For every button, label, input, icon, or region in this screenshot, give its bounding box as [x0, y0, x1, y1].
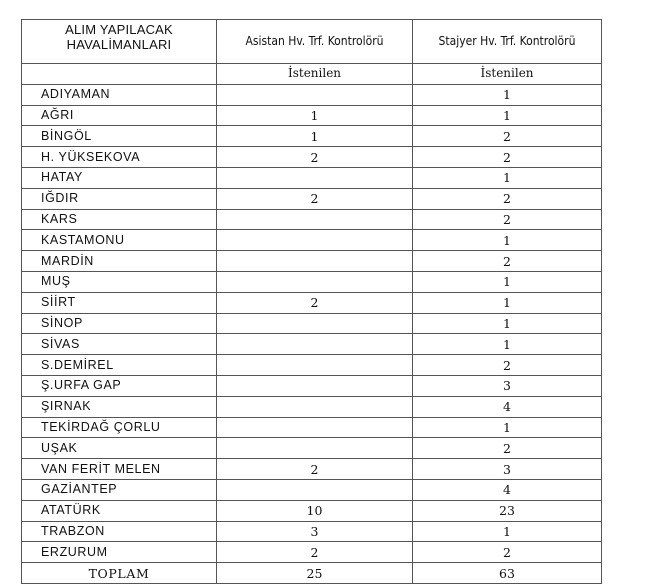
- assistant-count: 3: [217, 521, 413, 542]
- airport-name: SİİRT: [22, 292, 217, 313]
- table-row: [22, 167, 602, 188]
- table-header-row: [22, 20, 602, 64]
- trainee-count: 2: [413, 438, 602, 459]
- table-row: [22, 459, 602, 480]
- airport-name: TRABZON: [22, 521, 217, 542]
- assistant-count: 2: [217, 459, 413, 480]
- total-assistant: 25: [217, 563, 413, 584]
- assistant-count: [217, 479, 413, 500]
- assistant-count: 2: [217, 292, 413, 313]
- airport-name: UŞAK: [22, 438, 217, 459]
- header-airports: [22, 20, 217, 64]
- assistant-count: 1: [217, 126, 413, 147]
- table-row: [22, 438, 602, 459]
- table-row: [22, 355, 602, 376]
- assistant-count: [217, 167, 413, 188]
- assistant-count: [217, 375, 413, 396]
- trainee-count: 3: [413, 459, 602, 480]
- airport-name: S.DEMİREL: [22, 355, 217, 376]
- table-row: [22, 292, 602, 313]
- airport-name: Ş.URFA GAP: [22, 375, 217, 396]
- airport-name: TEKİRDAĞ ÇORLU: [22, 417, 217, 438]
- table-row: [22, 542, 602, 563]
- assistant-count: [217, 271, 413, 292]
- assistant-count: [217, 396, 413, 417]
- table-row: [22, 334, 602, 355]
- airport-name: ADIYAMAN: [22, 84, 217, 105]
- assistant-count: 2: [217, 147, 413, 168]
- trainee-count: 2: [413, 188, 602, 209]
- trainee-count: 1: [413, 167, 602, 188]
- trainee-count: 4: [413, 396, 602, 417]
- table-row: [22, 271, 602, 292]
- trainee-count: 2: [413, 209, 602, 230]
- table-row: [22, 147, 602, 168]
- assistant-count: [217, 417, 413, 438]
- assistant-count: [217, 209, 413, 230]
- table-row: [22, 84, 602, 105]
- total-label: TOPLAM: [22, 563, 217, 584]
- airport-name: HATAY: [22, 167, 217, 188]
- airport-name: ATATÜRK: [22, 500, 217, 521]
- trainee-count: 1: [413, 105, 602, 126]
- trainee-count: 1: [413, 292, 602, 313]
- airport-name: KARS: [22, 209, 217, 230]
- airport-name: SİNOP: [22, 313, 217, 334]
- trainee-count: 4: [413, 479, 602, 500]
- trainee-count: 1: [413, 84, 602, 105]
- airport-name: MUŞ: [22, 271, 217, 292]
- airport-name: VAN FERİT MELEN: [22, 459, 217, 480]
- airport-quota-document: [21, 19, 601, 584]
- table-row: [22, 479, 602, 500]
- trainee-count: 1: [413, 313, 602, 334]
- assistant-count: 2: [217, 188, 413, 209]
- trainee-count: 2: [413, 126, 602, 147]
- trainee-count: 23: [413, 500, 602, 521]
- trainee-count: 1: [413, 417, 602, 438]
- trainee-count: 2: [413, 355, 602, 376]
- trainee-count: 1: [413, 230, 602, 251]
- trainee-count: 2: [413, 147, 602, 168]
- trainee-count: 2: [413, 542, 602, 563]
- assistant-count: [217, 251, 413, 272]
- header-airports-line1: ALIM YAPILACAK: [65, 22, 173, 37]
- table-row: [22, 396, 602, 417]
- subheader-blank: [22, 64, 217, 85]
- table-row: [22, 126, 602, 147]
- airport-name: SİVAS: [22, 334, 217, 355]
- assistant-count: [217, 230, 413, 251]
- trainee-count: 1: [413, 334, 602, 355]
- trainee-count: 1: [413, 271, 602, 292]
- trainee-count: 3: [413, 375, 602, 396]
- airport-name: H. YÜKSEKOVA: [22, 147, 217, 168]
- assistant-count: 10: [217, 500, 413, 521]
- assistant-count: [217, 334, 413, 355]
- header-assistant-controller: Asistan Hv. Trf. Kontrolörü: [217, 20, 413, 64]
- airport-name: BİNGÖL: [22, 126, 217, 147]
- trainee-count: 1: [413, 521, 602, 542]
- subheader-trainee-requested: İstenilen: [413, 64, 602, 85]
- assistant-count: [217, 313, 413, 334]
- trainee-count: 2: [413, 251, 602, 272]
- table-row: [22, 230, 602, 251]
- table-row: [22, 188, 602, 209]
- assistant-count: 2: [217, 542, 413, 563]
- assistant-count: [217, 355, 413, 376]
- total-row: [22, 563, 602, 584]
- table-row: [22, 313, 602, 334]
- header-airports-line2: HAVALİMANLARI: [66, 37, 172, 52]
- airport-name: KASTAMONU: [22, 230, 217, 251]
- airport-name: AĞRI: [22, 105, 217, 126]
- airport-quota-table: [21, 19, 602, 584]
- table-row: [22, 105, 602, 126]
- assistant-count: 1: [217, 105, 413, 126]
- table-subheader-row: [22, 64, 602, 85]
- airport-name: MARDİN: [22, 251, 217, 272]
- assistant-count: [217, 438, 413, 459]
- airport-name: GAZİANTEP: [22, 479, 217, 500]
- total-trainee: 63: [413, 563, 602, 584]
- table-row: [22, 209, 602, 230]
- airport-name: ŞIRNAK: [22, 396, 217, 417]
- airport-name: ERZURUM: [22, 542, 217, 563]
- table-row: [22, 500, 602, 521]
- table-row: [22, 375, 602, 396]
- table-row: [22, 521, 602, 542]
- table-row: [22, 251, 602, 272]
- assistant-count: [217, 84, 413, 105]
- header-trainee-controller: Stajyer Hv. Trf. Kontrolörü: [413, 20, 602, 64]
- airport-name: IĞDIR: [22, 188, 217, 209]
- table-row: [22, 417, 602, 438]
- subheader-assistant-requested: İstenilen: [217, 64, 413, 85]
